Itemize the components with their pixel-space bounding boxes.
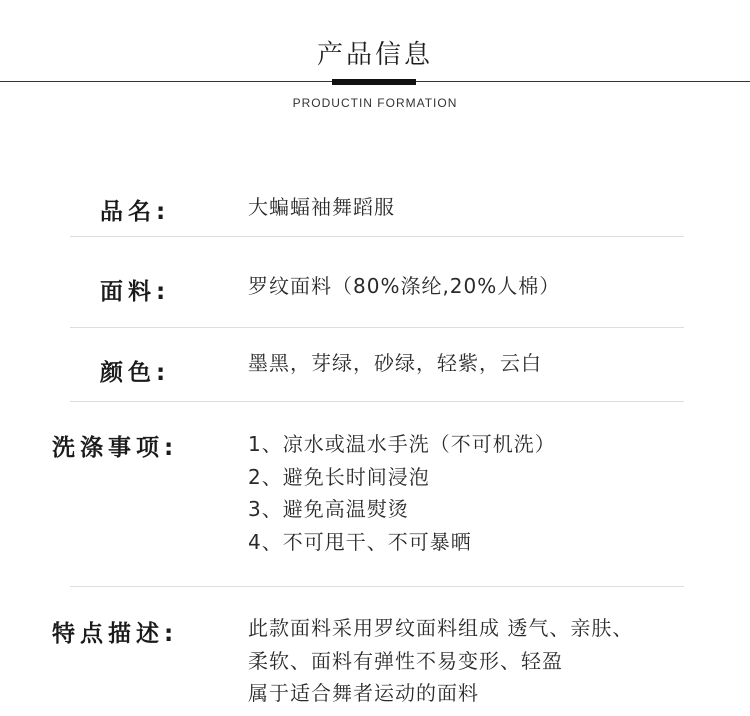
- row-product-name-value: [248, 191, 395, 224]
- label-colon: :: [156, 360, 171, 386]
- label-colon: :: [156, 279, 171, 305]
- value-line: 2、避免长时间浸泡: [248, 464, 430, 489]
- header-accent-bar: [332, 79, 416, 85]
- label-text: 品名: [100, 199, 156, 225]
- label-text: 特点描述: [52, 621, 164, 647]
- value-line: 此款面料采用罗纹面料组成 透气、亲肤、: [248, 616, 634, 640]
- value-line: 1、凉水或温水手洗（不可机洗）: [248, 432, 556, 456]
- row-divider: [70, 401, 684, 402]
- row-fabric-value: [248, 270, 560, 303]
- value-line: 柔软、面料有弹性不易变形、轻盈: [248, 648, 563, 673]
- row-product-name-label: [100, 193, 170, 226]
- row-washing-label: [52, 429, 178, 462]
- header-subtitle: PRODUCTIN FORMATION: [292, 96, 458, 110]
- row-features-value: [248, 612, 633, 710]
- row-divider: [70, 236, 684, 237]
- label-text: 洗涤事项: [52, 435, 164, 461]
- value-line: 大蝙蝠袖舞蹈服: [248, 195, 395, 219]
- row-divider: [70, 327, 684, 328]
- row-color-label: [100, 354, 170, 387]
- value-line: 属于适合舞者运动的面料: [248, 681, 479, 705]
- row-fabric-label: [100, 273, 170, 306]
- label-colon: :: [164, 621, 179, 647]
- value-line: 3、避免高温熨烫: [248, 497, 409, 521]
- label-text: 面料: [100, 279, 156, 305]
- value-line: 罗纹面料（80%涤纶,20%人棉）: [248, 274, 561, 298]
- header-title: 产品信息: [316, 40, 433, 70]
- row-features-label: [52, 615, 178, 648]
- row-divider: [70, 586, 684, 587]
- row-washing-value: [248, 428, 556, 558]
- value-line: 墨黑，芽绿，砂绿，轻紫，云白: [248, 351, 542, 375]
- row-color-value: [248, 347, 542, 380]
- label-text: 颜色: [100, 360, 156, 386]
- value-line: 4、不可甩干、不可暴晒: [248, 529, 472, 554]
- label-colon: :: [156, 199, 171, 225]
- label-colon: :: [164, 435, 179, 461]
